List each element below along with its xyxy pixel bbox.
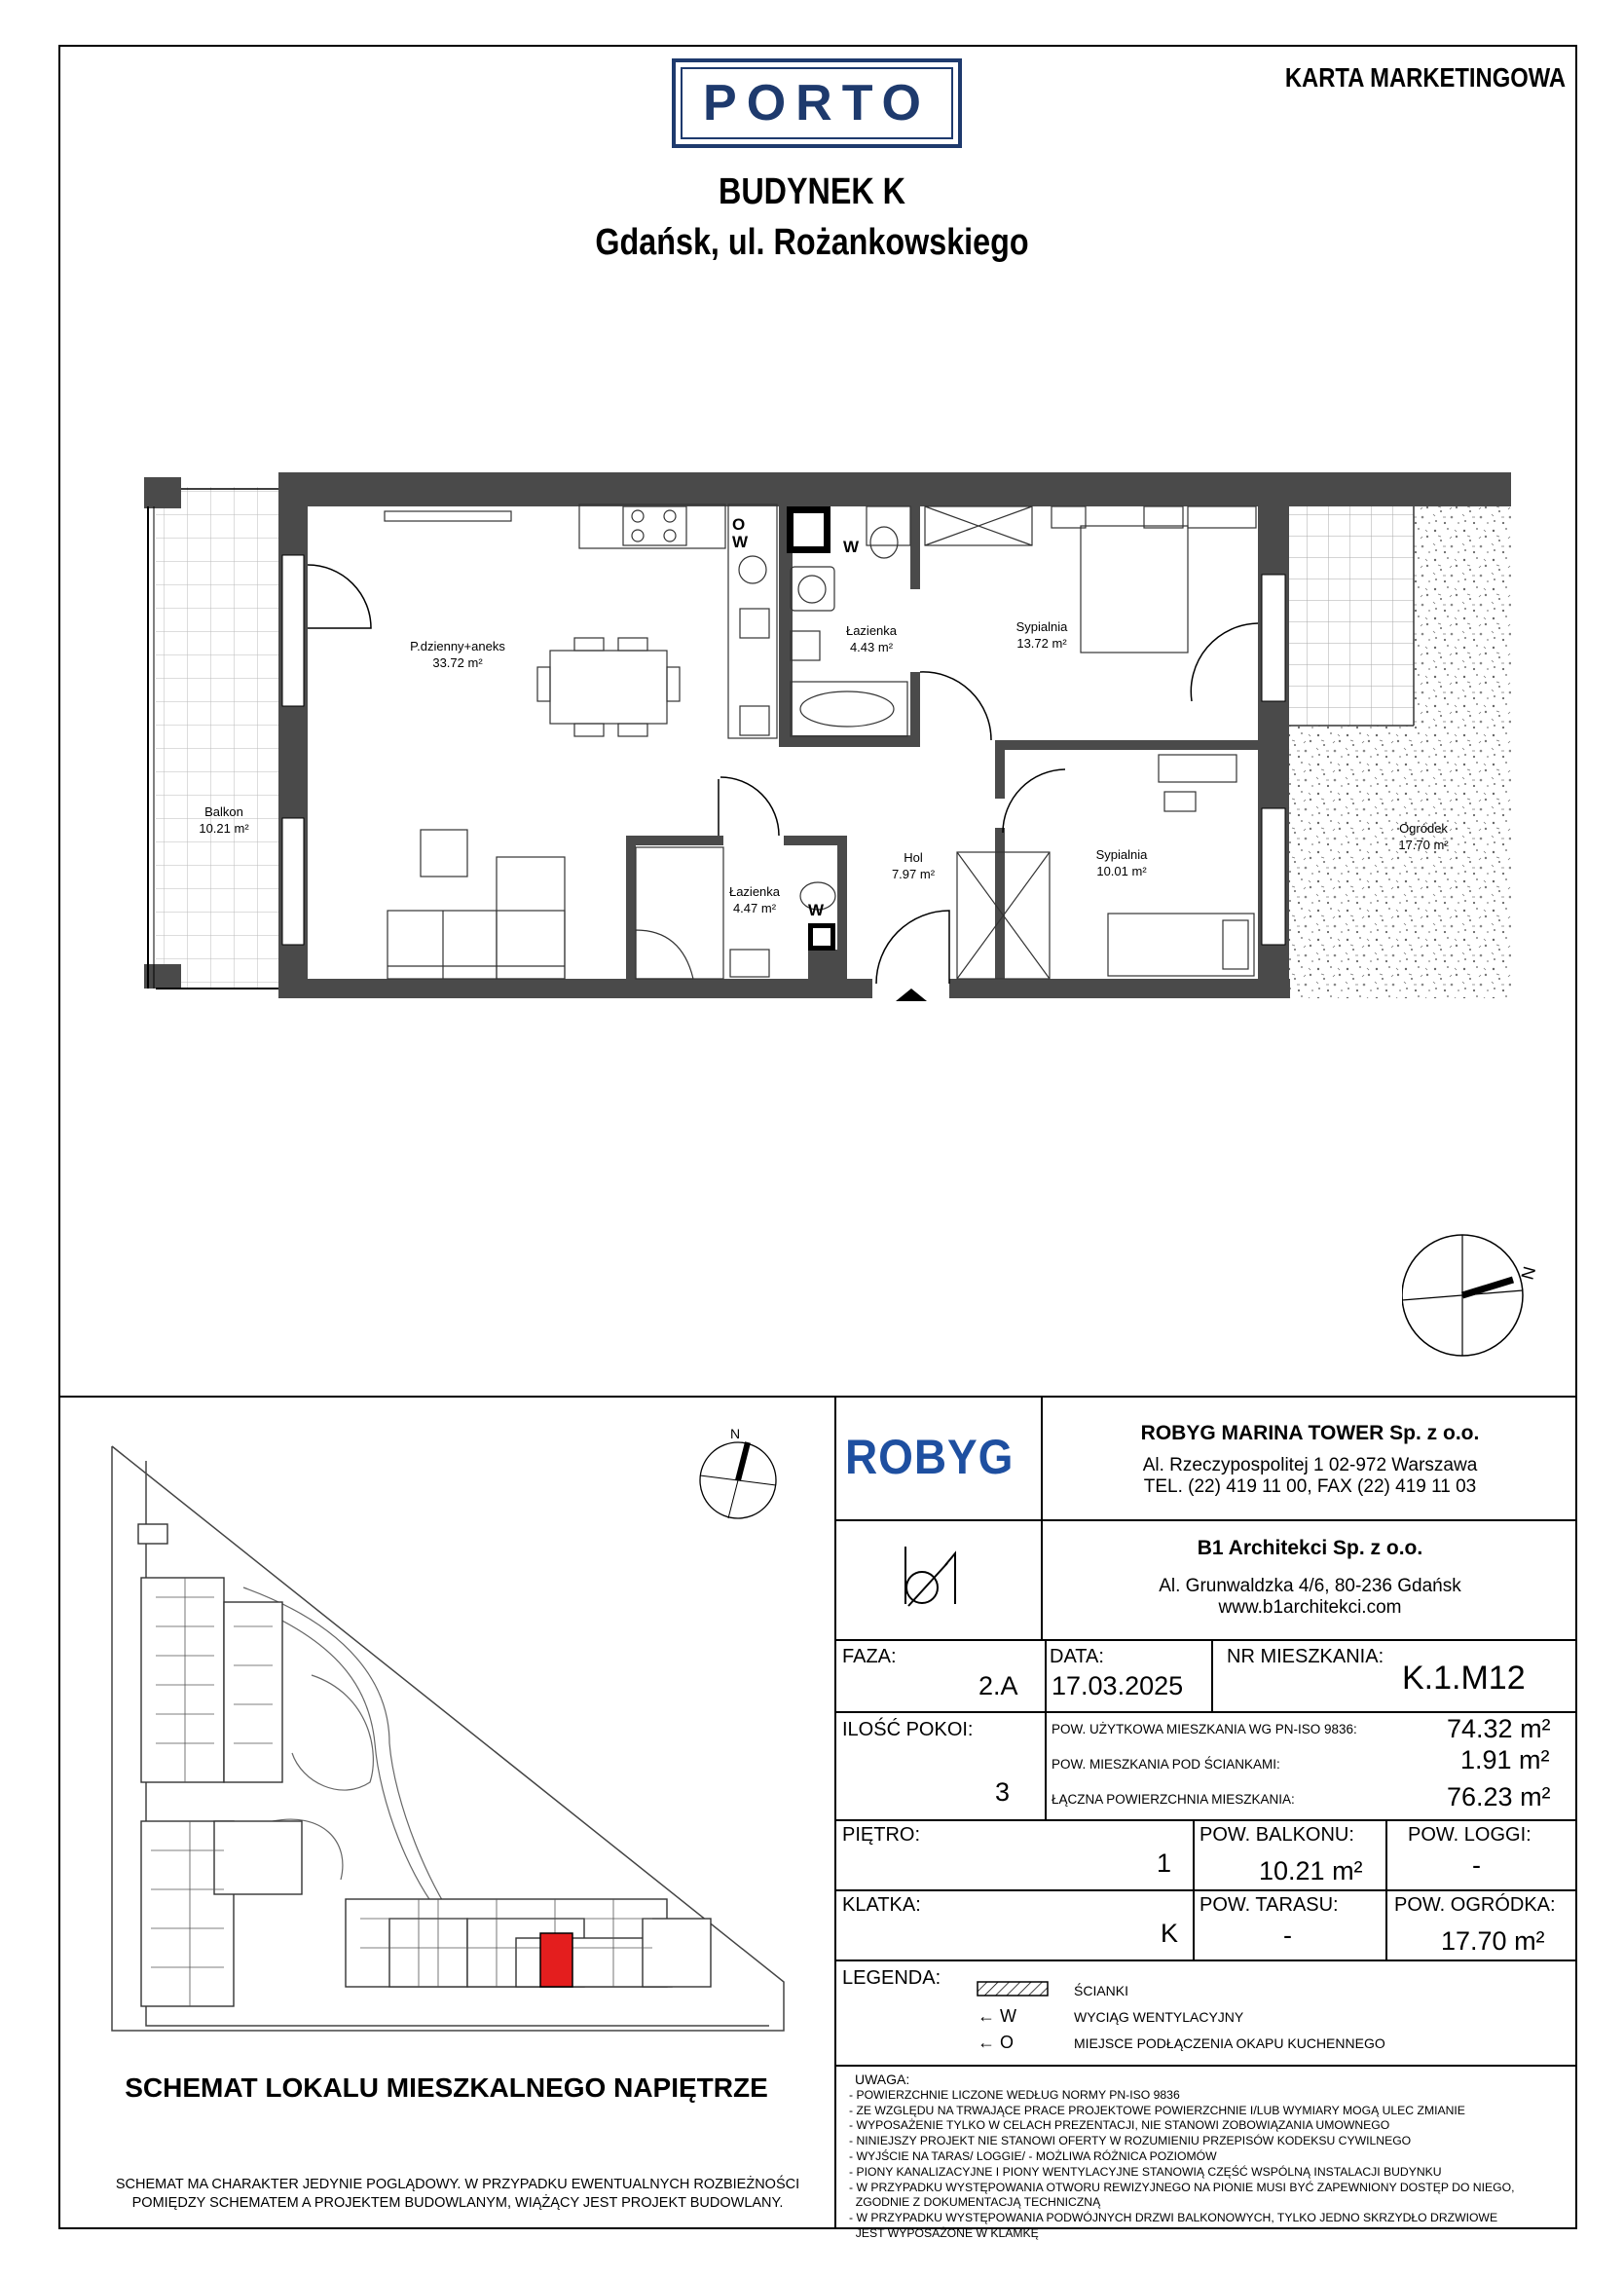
garden (1289, 506, 1511, 998)
row-divider (834, 1639, 1577, 1641)
row-divider (834, 1960, 1577, 1961)
compass-icon (1402, 1232, 1558, 1359)
legend-hood (978, 2033, 1014, 2053)
row-divider (834, 1889, 1577, 1891)
shaft-markers (787, 506, 927, 1001)
legend-label: LEGENDA: (842, 1967, 941, 1989)
schemat-note: SCHEMAT MA CHARAKTER JEDYNIE POGLĄDOWY. W PRZYPADKU EWENTUALNYCH ROZBIEŻNOŚCI POMIĘDZY SCHEMATEM A PROJEKTEM BUDOWLANYM, WIĄŻĄCY JEST PROJEKT BUDOWLANY. (115, 2177, 800, 2211)
uwaga-label: UWAGA: (855, 2072, 910, 2087)
vent-marker: W (843, 538, 860, 556)
uwaga-line: JEST WYPOSAŻONE W KLAMKĘ (849, 2225, 1039, 2240)
row-divider (834, 1519, 1577, 1521)
row-divider (834, 1711, 1577, 1713)
room-name: Sypialnia (1095, 847, 1148, 862)
faza-value: 2.A (978, 1671, 1018, 1700)
uwaga-line: ZGODNIE Z DOKUMENTACJĄ TECHNICZNĄ (849, 2195, 1101, 2210)
row-divider (834, 2065, 1577, 2067)
ogrodek-label: POW. OGRÓDKA: (1394, 1894, 1556, 1916)
uwaga-line: - POWIERZCHNIE LICZONE WEDŁUG NORMY PN-ISO 9836 (849, 2087, 1180, 2102)
pow-sc-value: 1.91 m² (1460, 1745, 1550, 1774)
room-name: Hol (904, 850, 923, 865)
compass-small-icon (699, 1427, 787, 1524)
pietro-value: 1 (1157, 1848, 1172, 1878)
architect-address: Al. Grunwaldzka 4/6, 80-236 Gdańsk (1159, 1576, 1461, 1596)
room-area: 10.21 m² (199, 821, 249, 836)
uwaga-block (849, 2072, 1569, 2242)
klatka-label: KLATKA: (842, 1894, 921, 1916)
uwaga-line: - PIONY KANALIZACYJNE I PIONY WENTYLACYJNE STANOWIĄ CZĘŚĆ WSPÓLNĄ INSTALACJI BUDYNKU (849, 2164, 1442, 2179)
legend-item-text: MIEJSCE PODŁĄCZENIA OKAPU KUCHENNEGO (1074, 2035, 1385, 2051)
b1-logo-text: b1 (901, 1544, 903, 1545)
loggia-value: - (1472, 1850, 1481, 1880)
pow-lacz-label: ŁĄCZNA POWIERZCHNIA MIESZKANIA: (1052, 1792, 1295, 1807)
balcony (144, 477, 278, 989)
site-schema (97, 1432, 798, 2035)
legend-item-text: WYCIĄG WENTYLACYJNY (1074, 2009, 1244, 2025)
uwaga-line: - W PRZYPADKU WYSTĘPOWANIA OTWORU REWIZYJNEGO NA PIONIE MUSI BYĆ ZAPEWNIONY DOSTĘP DO NIEGO, (849, 2180, 1515, 2194)
room-name: Ogródek (1399, 821, 1448, 836)
unit-highlight (540, 1933, 572, 1987)
balkon-value: 10.21 m² (1259, 1856, 1363, 1885)
developer-phone: TEL. (22) 419 11 00, FAX (22) 419 11 03 (1143, 1476, 1477, 1497)
room-area: 17.70 m² (1398, 838, 1449, 852)
legend-item-symbol: O (1000, 2033, 1015, 2052)
room-name: Sypialnia (1015, 619, 1068, 634)
card-label: KARTA MARKETINGOWA (1284, 62, 1566, 93)
pietro-label: PIĘTRO: (842, 1824, 921, 1846)
porto-logo-text: PORTO (681, 67, 953, 139)
hood-marker: O (732, 515, 746, 534)
uwaga-line: - NINIEJSZY PROJEKT NIE STANOWI OFERTY W ROZUMIENIU PRZEPISÓW KODEKSU CYWILNEGO (849, 2134, 1412, 2148)
vent-marker: W (808, 901, 825, 919)
pow-uz-value: 74.32 m² (1447, 1714, 1551, 1743)
ogrodek-value: 17.70 m² (1441, 1926, 1545, 1956)
uwaga-line: - WYJŚCIE NA TARAS/ LOGGIE/ - MOŻLIWA RÓŻNICA POZIOMÓW (849, 2148, 1217, 2163)
col-divider (1193, 1819, 1195, 1960)
vent-marker: W (732, 533, 749, 551)
address-title: Gdańsk, ul. Rożankowskiego (595, 222, 1029, 263)
pow-sc-label: POW. MIESZKANIA POD ŚCIANKAMI: (1052, 1757, 1280, 1772)
pokoje-value: 3 (995, 1777, 1011, 1807)
nr-label: NR MIESZKANIA: (1227, 1646, 1384, 1667)
taras-label: POW. TARASU: (1200, 1894, 1339, 1916)
robyg-logo: ROBYG (845, 1430, 1015, 1484)
room-area: 4.43 m² (849, 640, 894, 654)
room-name: Balkon (204, 804, 243, 819)
loggia-label: POW. LOGGI: (1408, 1824, 1532, 1846)
room-area: 7.97 m² (891, 867, 936, 881)
legend-item-text: ŚCIANKI (1074, 1983, 1129, 1998)
data-value: 17.03.2025 (1052, 1671, 1184, 1700)
room-name: Łazienka (728, 884, 781, 899)
compass-small-n: N (730, 1427, 741, 1441)
uwaga-line: - ZE WZGLĘDU NA TRWAJĄCE PRACE PROJEKTOWE POWIERZCHNIE I/LUB WYMIARY MOGĄ ULEC ZMIANIE (849, 2103, 1465, 2117)
b1-logo-icon (901, 1544, 978, 1612)
architect-web: www.b1architekci.com (1218, 1597, 1402, 1618)
room-area: 4.47 m² (732, 901, 777, 915)
divider-horizontal (58, 1396, 1577, 1398)
balkon-label: POW. BALKONU: (1200, 1824, 1354, 1846)
hatch-icon (977, 1981, 1049, 1997)
room-name: Łazienka (845, 623, 898, 638)
faza-label: FAZA: (842, 1646, 897, 1667)
developer-name: ROBYG MARINA TOWER Sp. z o.o. (1140, 1422, 1480, 1444)
pow-lacz-value: 76.23 m² (1447, 1782, 1551, 1811)
pokoje-label: ILOŚĆ POKOI: (842, 1719, 974, 1740)
floor-plan (0, 0, 1624, 1071)
col-divider (1385, 1819, 1387, 1960)
col-divider (1045, 1639, 1047, 1713)
room-name: P.dzienny+aneks (410, 639, 505, 653)
col-divider (1211, 1639, 1213, 1713)
data-label: DATA: (1050, 1646, 1104, 1667)
arrow-left-icon: ← (978, 2033, 995, 2052)
klatka-value: K (1161, 1919, 1179, 1948)
developer-address: Al. Rzeczypospolitej 1 02-972 Warszawa (1142, 1455, 1478, 1475)
building-title: BUDYNEK K (718, 171, 906, 212)
legend-vent (978, 2006, 1016, 2027)
uwaga-line: - WYPOSAŻENIE TYLKO W CELACH PREZENTACJI, NIE STANOWI ZOBOWIĄZANIA UMOWNEGO (849, 2118, 1390, 2133)
taras-value: - (1283, 1921, 1292, 1950)
schemat-title: SCHEMAT LOKALU MIESZKALNEGO NAPIĘTRZE (125, 2072, 768, 2103)
nr-value: K.1.M12 (1402, 1660, 1526, 1697)
architect-name: B1 Architekci Sp. z o.o. (1197, 1537, 1423, 1559)
legend-item-symbol: W (1000, 2006, 1017, 2026)
arrow-left-icon: ← (978, 2006, 995, 2026)
room-area: 33.72 m² (432, 655, 483, 670)
col-divider (1045, 1711, 1047, 1819)
room-area: 13.72 m² (1016, 636, 1067, 651)
uwaga-line: - W PRZYPADKU WYSTĘPOWANIA PODWÓJNYCH DRZWI BALKONOWYCH, TYLKO JEDNO SKRZYDŁO DRZWIOWE (849, 2211, 1498, 2225)
pow-uz-label: POW. UŻYTKOWA MIESZKANIA WG PN-ISO 9836: (1052, 1722, 1357, 1736)
room-area: 10.01 m² (1096, 864, 1147, 878)
compass-n: N (1517, 1264, 1540, 1283)
row-divider (834, 1819, 1577, 1821)
